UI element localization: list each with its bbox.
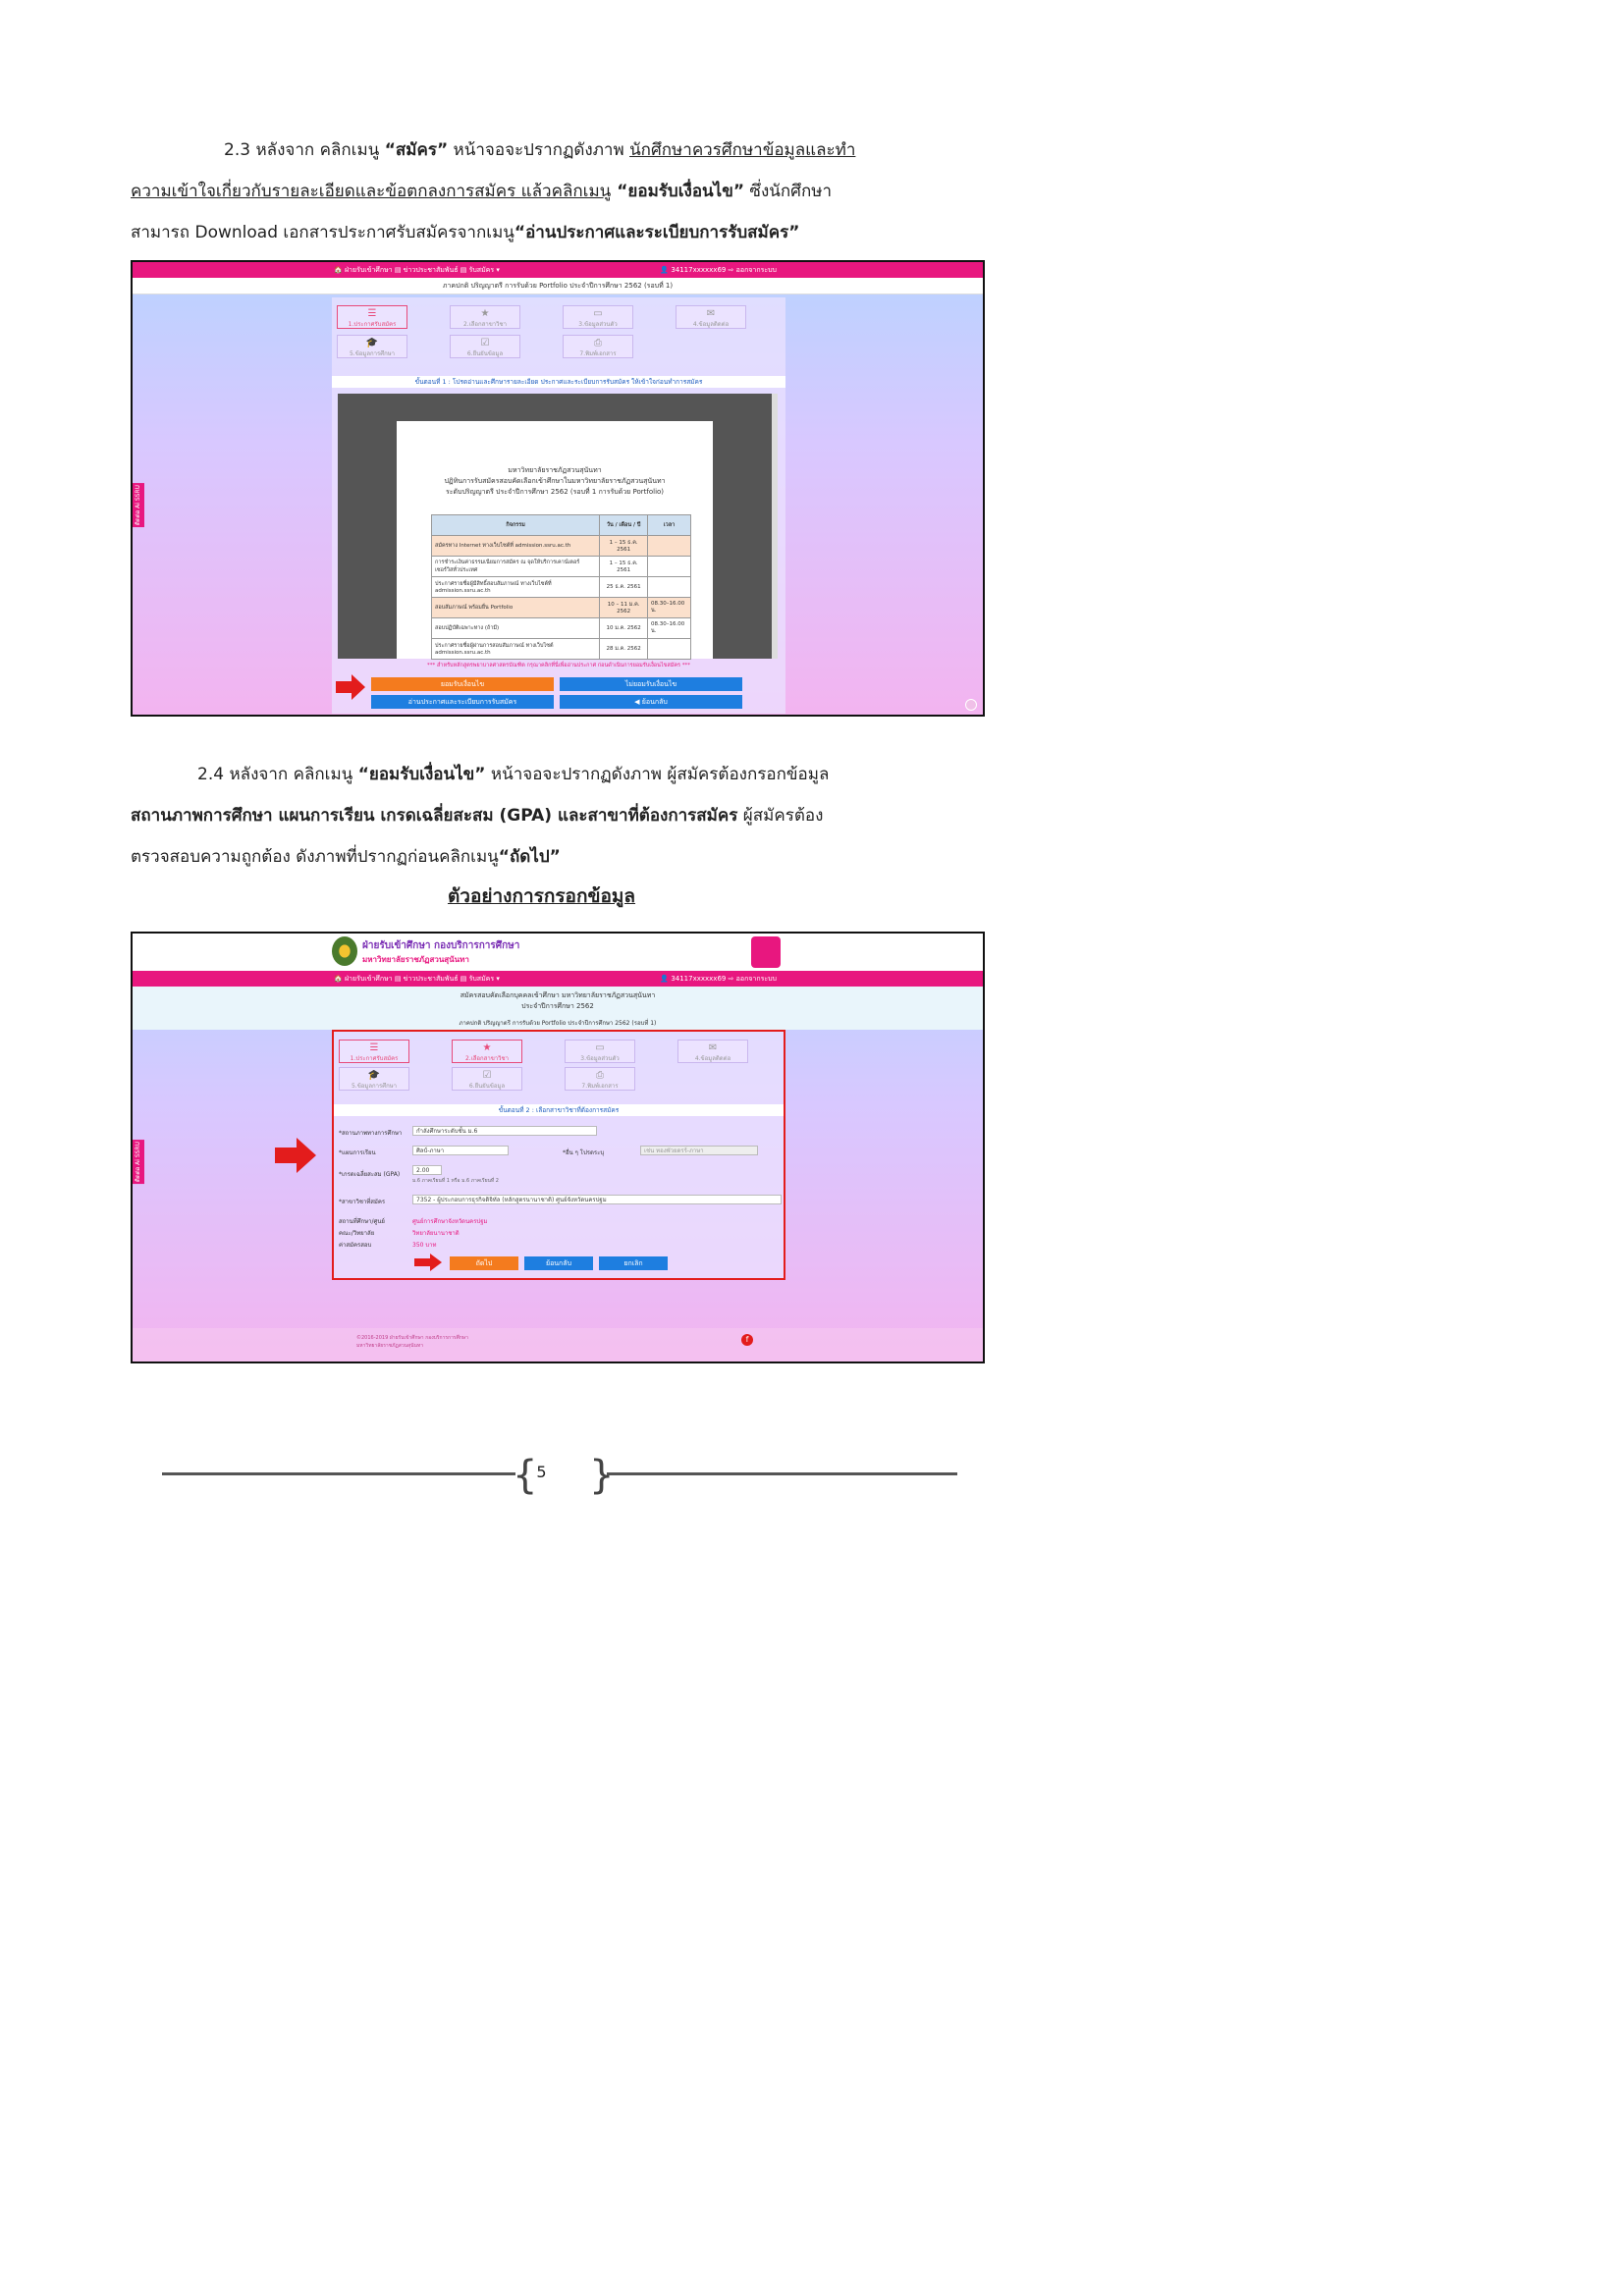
step-2[interactable] — [452, 1040, 522, 1063]
next-button[interactable]: ถัดไป — [450, 1256, 518, 1270]
paragraph-2-3 — [131, 130, 985, 253]
step-label: 4.ข้อมูลติดต่อ — [692, 321, 730, 328]
mail-icon: ✉ — [708, 1042, 718, 1053]
text: ตรวจสอบความถูกต้อง ดังภาพที่ปรากฏก่อนคลิกเมนู — [131, 847, 499, 867]
faculty-label: คณะ/วิทยาลัย — [339, 1230, 375, 1237]
step-3[interactable] — [563, 305, 633, 329]
table-row — [432, 577, 691, 598]
underlined-text: นักศึกษาควรศึกษาข้อมูลและทำ — [629, 140, 856, 160]
text: หน้าจอจะปรากฏดังภาพ — [448, 140, 630, 160]
table-row — [432, 598, 691, 618]
campus-value: ศูนย์การศึกษาจังหวัดนครปฐม — [412, 1218, 488, 1225]
cell: 08.30–16.00 น. — [648, 618, 691, 639]
id-card-icon: ▭ — [595, 1042, 605, 1053]
nav-left[interactable]: 🏠 ฝ่ายรับเข้าศึกษา ▤ ข่าวประชาสัมพันธ์ ▤ รับสมัคร ▾ — [334, 265, 500, 274]
step-7[interactable] — [563, 335, 633, 358]
step-label: 3.ข้อมูลส่วนตัว — [580, 1055, 620, 1062]
site-header — [133, 934, 983, 971]
table-row — [432, 557, 691, 577]
cell: 10 ม.ค. 2562 — [600, 618, 648, 639]
site-footer — [133, 1328, 983, 1363]
fee-value: 350 บาท — [412, 1242, 437, 1249]
gpa-input[interactable]: 2.00 — [412, 1165, 442, 1175]
page-number: 5 — [536, 1463, 547, 1481]
nav-bar — [133, 971, 983, 987]
star-icon: ★ — [480, 308, 490, 319]
step-label: 4.ข้อมูลติดต่อ — [694, 1055, 731, 1062]
content-panel — [332, 297, 785, 714]
doc-title: มหาวิทยาลัยราชภัฏสวนสุนันทา — [508, 466, 602, 474]
cell — [648, 639, 691, 660]
cell: 25 ธ.ค. 2561 — [600, 577, 648, 598]
read-announcement-button[interactable]: อ่านประกาศและระเบียบการรับสมัคร — [371, 695, 554, 709]
table-header — [432, 515, 691, 536]
screenshot-fill-form — [131, 932, 985, 1363]
side-tab[interactable]: ติดต่อ Ai SSRU — [133, 1140, 144, 1184]
left-brace-icon: { — [513, 1453, 538, 1498]
graduation-cap-icon: 🎓 — [367, 1070, 381, 1081]
program-subtitle: ภาคปกติ ปริญญาตรี การรับด้วย Portfolio ประจำปีการศึกษา 2562 (รอบที่ 1) — [459, 1020, 657, 1027]
pdf-page — [397, 421, 713, 659]
bold-text: “ถัดไป” — [498, 847, 561, 867]
gpa-label: *เกรดเฉลี่ยสะสม (GPA) — [339, 1171, 401, 1178]
pdf-viewer[interactable] — [338, 394, 778, 659]
id-card-icon: ▭ — [593, 308, 603, 319]
table-row — [432, 639, 691, 660]
text: ซึ่งนักศึกษา — [744, 182, 832, 201]
brand-title: ฝ่ายรับเข้าศึกษา กองบริการการศึกษา — [362, 940, 520, 951]
text: สามารถ Download เอกสารประกาศรับสมัครจากเมนู — [131, 223, 514, 242]
cell: 10 – 11 ม.ค. 2562 — [600, 598, 648, 618]
paragraph-2-4 — [131, 754, 985, 878]
cell: สมัครทาง Internet ทางเว็บไซต์ที่ admission.ssru.ac.th — [432, 536, 600, 557]
nav-user[interactable]: 👤 34117xxxxxx69 ⇨ ออกจากระบบ — [660, 974, 777, 983]
step-3[interactable] — [565, 1040, 635, 1063]
printer-icon: ⎙ — [596, 1070, 604, 1081]
campus-label: สถานที่ศึกษา/ศูนย์ — [339, 1218, 385, 1225]
mail-icon: ✉ — [706, 308, 716, 319]
university-logo-icon — [332, 936, 357, 966]
table-row — [432, 536, 691, 557]
back-button[interactable]: ย้อนกลับ — [524, 1256, 593, 1270]
step-5[interactable] — [337, 335, 407, 358]
cell — [648, 557, 691, 577]
header-cell: วัน / เดือน / ปี — [600, 515, 648, 536]
footer-university: มหาวิทยาลัยราชภัฏสวนสุนันทา — [356, 1343, 424, 1349]
status-select[interactable]: กำลังศึกษาระดับชั้น ม.6 — [412, 1126, 597, 1136]
step-label: 6.ยืนยันข้อมูล — [468, 1083, 506, 1090]
checkbox-icon: ☑ — [482, 1070, 492, 1081]
step-2[interactable] — [450, 305, 520, 329]
cell: 1 – 15 ธ.ค. 2561 — [600, 557, 648, 577]
step-6[interactable] — [450, 335, 520, 358]
study-plan-label: *แผนการเรียน — [339, 1149, 376, 1156]
page-heading — [133, 987, 983, 1030]
step-label: 7.พิมพ์เอกสาร — [579, 350, 617, 357]
header-cell: กิจกรรม — [432, 515, 600, 536]
bold-text: “อ่านประกาศและระเบียบการรับสมัคร” — [514, 223, 800, 242]
example-title: ตัวอย่างการกรอกข้อมูล — [447, 885, 636, 907]
brand-subtitle: มหาวิทยาลัยราชภัฏสวนสุนันทา — [362, 955, 469, 964]
graduation-cap-icon: 🎓 — [365, 338, 379, 348]
cell — [648, 577, 691, 598]
right-brace-icon: } — [589, 1453, 615, 1498]
text: หน้าจอจะปรากฏดังภาพ ผู้สมัครต้องกรอกข้อมูล — [485, 765, 830, 784]
bold-text: “ยอมรับเงื่อนไข” — [611, 182, 744, 201]
decline-conditions-button[interactable]: ไม่ยอมรับเงื่อนไข — [560, 677, 742, 691]
step-1[interactable] — [337, 305, 407, 329]
footer-copyright: ©2016-2019 ฝ่ายรับเข้าศึกษา กองบริการการศึกษา — [356, 1335, 468, 1341]
screenshot-accept-conditions — [131, 260, 985, 717]
step-title: ขั้นตอนที่ 2 : เลือกสาขาวิชาที่ต้องการสมัคร — [334, 1104, 784, 1116]
pdf-scrollbar[interactable] — [772, 394, 778, 659]
cell — [648, 536, 691, 557]
text: 2.4 หลังจาก คลิกเมนู — [197, 765, 358, 784]
cancel-button[interactable]: ยกเลิก — [599, 1256, 668, 1270]
step-label: 5.ข้อมูลการศึกษา — [351, 1083, 398, 1090]
step-label: 1.ประกาศรับสมัคร — [348, 321, 397, 328]
step-5[interactable] — [339, 1067, 409, 1091]
red-arrow-icon — [275, 1138, 316, 1173]
status-label: *สถานภาพทางการศึกษา — [339, 1130, 403, 1137]
heading-line: สมัครสอบคัดเลือกบุคคลเข้าศึกษา มหาวิทยาลัยราชภัฏสวนสุนันทา — [460, 991, 656, 999]
nav-left[interactable]: 🏠 ฝ่ายรับเข้าศึกษา ▤ ข่าวประชาสัมพันธ์ ▤ รับสมัคร ▾ — [334, 974, 500, 983]
other-input[interactable]: เช่น ทองพัวยดรร์-ภาษา — [640, 1146, 758, 1155]
cell: 28 ม.ค. 2562 — [600, 639, 648, 660]
step-4[interactable] — [677, 1040, 748, 1063]
cell: สอบปฏิบัติเฉพาะทาง (ถ้ามี) — [432, 618, 600, 639]
text: ผู้สมัครต้อง — [737, 806, 824, 826]
step-6[interactable] — [452, 1067, 522, 1091]
list-icon: ☰ — [367, 308, 377, 319]
heading-line: ประจำปีการศึกษา 2562 — [521, 1002, 594, 1010]
underlined-text: ความเข้าใจเกี่ยวกับรายละเอียดและข้อตกลงการสมัคร แล้วคลิกเมนู — [131, 182, 612, 201]
step-label: 1.ประกาศรับสมัคร — [350, 1055, 399, 1062]
step-label: 7.พิมพ์เอกสาร — [581, 1083, 619, 1090]
anniversary-emblem-icon — [751, 936, 781, 968]
other-label: *อื่น ๆ โปรดระบุ — [563, 1149, 605, 1156]
cell: การชำระเงินค่าธรรมเนียมการสมัคร ณ จุดให้บริการเคาน์เตอร์เซอร์วิสทั่วประเทศ — [432, 557, 600, 577]
doc-title: ระดับปริญญาตรี ประจำปีการศึกษา 2562 (รอบที่ 1 การรับด้วย Portfolio) — [445, 488, 665, 496]
program-subtitle: ภาคปกติ ปริญญาตรี การรับด้วย Portfolio ประจำปีการศึกษา 2562 (รอบที่ 1) — [133, 278, 983, 294]
step-label: 2.เลือกสาขาวิชา — [464, 1055, 509, 1062]
step-7[interactable] — [565, 1067, 635, 1091]
nav-user[interactable]: 👤 34117xxxxxx69 ⇨ ออกจากระบบ — [660, 265, 777, 274]
step-4[interactable] — [676, 305, 746, 329]
nav-bar — [133, 262, 983, 278]
cell: 08.30–16.00 น. — [648, 598, 691, 618]
bold-text: สถานภาพการศึกษา แผนการเรียน เกรดเฉลี่ยสะสม (GPA) และสาขาที่ต้องการสมัคร — [131, 806, 738, 826]
cell: ประกาศรายชื่อผู้มีสิทธิ์สอบสัมภาษณ์ ทางเว็บไซต์ที่ admission.ssru.ac.th — [432, 577, 600, 598]
bold-text: “ยอมรับเงื่อนไข” — [357, 765, 486, 784]
schedule-table — [431, 514, 691, 660]
step-label: 3.ข้อมูลส่วนตัว — [578, 321, 618, 328]
bold-text: “สมัคร” — [384, 140, 449, 160]
cell: สอบสัมภาษณ์ พร้อมยื่น Portfolio — [432, 598, 600, 618]
table-row — [432, 618, 691, 639]
printer-icon: ⎙ — [594, 338, 602, 348]
step-label: 6.ยืนยันข้อมูล — [466, 350, 504, 357]
cell: ประกาศรายชื่อผู้ผ่านการสอบสัมภาษณ์ ทางเว็บไซต์ admission.ssru.ac.th — [432, 639, 600, 660]
step-label: 2.เลือกสาขาวิชา — [462, 321, 507, 328]
study-plan-select[interactable]: ศิลป์-ภาษา — [412, 1146, 509, 1155]
step-label: 5.ข้อมูลการศึกษา — [349, 350, 396, 357]
step-title: ขั้นตอนที่ 1 : โปรดอ่านและศึกษารายละเอียด ประกาศและระเบียบการรับสมัคร ให้เข้าใจก่อนทำการสมัคร — [332, 376, 785, 388]
star-icon: ★ — [482, 1042, 492, 1053]
doc-title: ปฏิทินการรับสมัครสอบคัดเลือกเข้าศึกษาในมหาวิทยาลัยราชภัฏสวนสุนันทา — [444, 477, 666, 485]
faculty-value: วิทยาลัยนานาชาติ — [412, 1230, 460, 1237]
red-arrow-icon — [414, 1254, 444, 1271]
gpa-hint: ม.6 ภาคเรียนที่ 1 หรือ ม.6 ภาคเรียนที่ 2 — [412, 1178, 499, 1184]
scroll-top-icon[interactable] — [965, 699, 977, 711]
header-cell: เวลา — [648, 515, 691, 536]
step-1[interactable] — [339, 1040, 409, 1063]
text: 2.3 หลังจาก คลิกเมนู — [224, 140, 385, 160]
facebook-icon[interactable]: f — [741, 1334, 753, 1346]
major-label: *สาขาวิชาที่สมัคร — [339, 1199, 386, 1205]
back-button[interactable]: ◀ ย้อนกลับ — [560, 695, 742, 709]
fee-label: ค่าสมัครสอบ — [339, 1242, 372, 1249]
accept-conditions-button[interactable]: ยอมรับเงื่อนไข — [371, 677, 554, 691]
side-tab[interactable]: ติดต่อ Ai SSRU — [133, 483, 144, 527]
form-panel — [332, 1030, 785, 1280]
checkbox-icon: ☑ — [480, 338, 490, 348]
notice-text[interactable]: *** สำหรับหลักสูตรพยาบาลศาสตรบัณฑิต กรุณาคลิกที่นี่เพื่ออ่านประกาศ ก่อนดำเนินการยอมรับเงื่อนไขสมัคร *** — [427, 663, 690, 668]
major-select[interactable]: 7352 - ผู้ประกอบการธุรกิจดิจิทัล (หลักสูตรนานาชาติ) ศูนย์จังหวัดนครปฐม — [412, 1195, 782, 1204]
red-arrow-icon — [336, 674, 365, 700]
cell: 1 – 15 ธ.ค. 2561 — [600, 536, 648, 557]
list-icon: ☰ — [369, 1042, 379, 1053]
